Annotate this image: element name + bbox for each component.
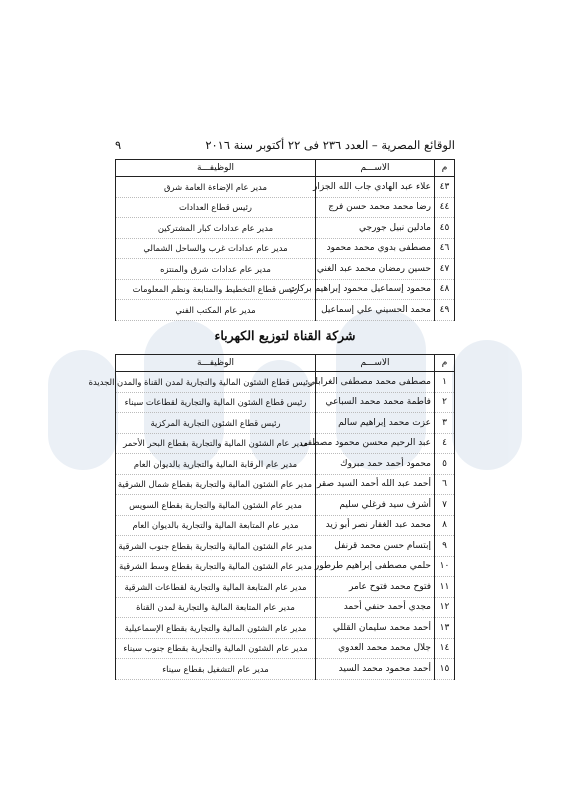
row-job: رئيس قطاع الشئون المالية والتجارية لمدن القناة والمدن الجديدة xyxy=(116,372,316,393)
row-job: مدير عام الشئون المالية والتجارية بقطاع السويس xyxy=(116,495,316,516)
row-job: رئيس قطاع العدادات xyxy=(116,197,316,218)
table-row xyxy=(116,279,455,300)
col-header-job: الوظيفـــة xyxy=(116,160,316,177)
table-row xyxy=(116,218,455,239)
row-number: ٤٧ xyxy=(435,259,455,280)
row-job: مدير عام الشئون المالية والتجارية بقطاع جنوب الشرقية xyxy=(116,536,316,557)
table-row xyxy=(116,433,455,454)
row-name: إبتسام حسن محمد قرنفل xyxy=(316,536,435,557)
row-number: ١٢ xyxy=(435,597,455,618)
page-number: ٩ xyxy=(115,138,122,152)
row-number: ١٠ xyxy=(435,556,455,577)
watermark-shape xyxy=(452,340,522,470)
row-name: مادلين نبيل جورجي xyxy=(316,218,435,239)
row-number: ١٤ xyxy=(435,638,455,659)
row-job: مدير عام الإضاءة العامة شرق xyxy=(116,177,316,198)
row-job: مدير عام الشئون المالية والتجارية بقطاع وسط الشرقية xyxy=(116,556,316,577)
col-header-num: م xyxy=(435,355,455,372)
table-row xyxy=(116,515,455,536)
table-row xyxy=(116,413,455,434)
col-header-name: الاســـم xyxy=(316,355,435,372)
table-row xyxy=(116,597,455,618)
row-name: محمود إسماعيل محمود إبراهيم بركات xyxy=(316,279,435,300)
row-job: رئيس قطاع الشئون التجارية المركزية xyxy=(116,413,316,434)
watermark-shape xyxy=(48,350,118,470)
row-number: ٧ xyxy=(435,495,455,516)
table-header-row xyxy=(116,355,455,372)
table-row xyxy=(116,300,455,321)
col-header-job: الوظيفـــة xyxy=(116,355,316,372)
row-name: أحمد عبد الله أحمد السيد صقر xyxy=(316,474,435,495)
row-number: ١٥ xyxy=(435,659,455,680)
row-number: ٢ xyxy=(435,392,455,413)
table-header-row xyxy=(116,160,455,177)
row-name: أحمد محمود محمد السيد xyxy=(316,659,435,680)
row-number: ١١ xyxy=(435,577,455,598)
row-number: ٩ xyxy=(435,536,455,557)
row-job: مدير عام المكتب الفني xyxy=(116,300,316,321)
row-job: مدير عام الشئون المالية والتجارية بقطاع جنوب سيناء xyxy=(116,638,316,659)
row-name: حلمي مصطفى إبراهيم طرطور xyxy=(316,556,435,577)
row-job: مدير عام المتابعة المالية والتجارية لمدن القناة xyxy=(116,597,316,618)
row-number: ٨ xyxy=(435,515,455,536)
table-row xyxy=(116,454,455,475)
row-number: ٤٤ xyxy=(435,197,455,218)
row-job: مدير عام التشغيل بقطاع سيناء xyxy=(116,659,316,680)
row-number: ٥ xyxy=(435,454,455,475)
row-number: ٣ xyxy=(435,413,455,434)
row-name: فتوح محمد فتوح عامر xyxy=(316,577,435,598)
row-number: ١٣ xyxy=(435,618,455,639)
row-name: مجدي أحمد حنفي أحمد xyxy=(316,597,435,618)
row-number: ٤٨ xyxy=(435,279,455,300)
row-number: ٤٥ xyxy=(435,218,455,239)
col-header-name: الاســـم xyxy=(316,160,435,177)
table-row xyxy=(116,556,455,577)
row-number: ١ xyxy=(435,372,455,393)
table-row xyxy=(116,197,455,218)
row-name: فاطمة محمد محمد السباعي xyxy=(316,392,435,413)
row-job: مدير عام الشئون المالية والتجارية بقطاع شمال الشرقية xyxy=(116,474,316,495)
row-job: مدير عام عدادات شرق والمنتزه xyxy=(116,259,316,280)
row-name: عزت محمد إبراهيم سالم xyxy=(316,413,435,434)
table-row xyxy=(116,638,455,659)
row-name: أشرف سيد فرغلي سليم xyxy=(316,495,435,516)
row-number: ٤ xyxy=(435,433,455,454)
row-name: محمد عبد الغفار نصر أبو زيد xyxy=(316,515,435,536)
section-title: شركة القناة لتوزيع الكهرباء xyxy=(214,328,356,343)
row-job: مدير عام عدادات كبار المشتركين xyxy=(116,218,316,239)
header-title: الوقائع المصرية – العدد ٢٣٦ فى ٢٢ أكتوبر سنة ٢٠١٦ xyxy=(205,138,455,152)
table-row xyxy=(116,392,455,413)
row-job: رئيس قطاع التخطيط والمتابعة ونظم المعلومات xyxy=(116,279,316,300)
table-row xyxy=(116,474,455,495)
row-job: رئيس قطاع الشئون المالية والتجارية لقطاعات سيناء xyxy=(116,392,316,413)
table-row xyxy=(116,177,455,198)
table-row xyxy=(116,536,455,557)
row-number: ٤٦ xyxy=(435,238,455,259)
row-name: علاء عبد الهادي جاب الله الجزار xyxy=(316,177,435,198)
page-header xyxy=(115,136,455,154)
row-job: مدير عام الرقابة المالية والتجارية بالديوان العام xyxy=(116,454,316,475)
row-name: أحمد محمد سليمان القللي xyxy=(316,618,435,639)
col-header-num: م xyxy=(435,160,455,177)
table-row xyxy=(116,659,455,680)
row-name: جلال محمد محمد العدوي xyxy=(316,638,435,659)
row-number: ٤٣ xyxy=(435,177,455,198)
officials-table-1 xyxy=(115,159,455,321)
table-row xyxy=(116,495,455,516)
row-name: محمود أحمد حمد مبروك xyxy=(316,454,435,475)
row-job: مدير عام عدادات غرب والساحل الشمالي xyxy=(116,238,316,259)
row-job: مدير عام المتابعة المالية والتجارية لقطاعات الشرقية xyxy=(116,577,316,598)
table-row xyxy=(116,372,455,393)
row-job: مدير عام المتابعة المالية والتجارية بالديوان العام xyxy=(116,515,316,536)
row-name: عبد الرحيم محسن محمود مصطفى xyxy=(316,433,435,454)
table-row xyxy=(116,259,455,280)
row-job: مدير عام الشئون المالية والتجارية بقطاع البحر الأحمر xyxy=(116,433,316,454)
officials-table-2 xyxy=(88,354,455,680)
row-number: ٤٩ xyxy=(435,300,455,321)
row-name: رضا محمد محمد حسن فرج xyxy=(316,197,435,218)
row-name: مصطفى محمد مصطفى الغرابلي xyxy=(316,372,435,393)
row-job: مدير عام الشئون المالية والتجارية بقطاع الإسماعيلية xyxy=(116,618,316,639)
table-row xyxy=(116,238,455,259)
row-number: ٦ xyxy=(435,474,455,495)
table-row xyxy=(116,618,455,639)
row-name: مصطفى بدوي محمد محمود xyxy=(316,238,435,259)
row-name: محمد الحسيني علي إسماعيل xyxy=(316,300,435,321)
table-row xyxy=(116,577,455,598)
row-name: حسين رمضان محمد عبد الغني xyxy=(316,259,435,280)
